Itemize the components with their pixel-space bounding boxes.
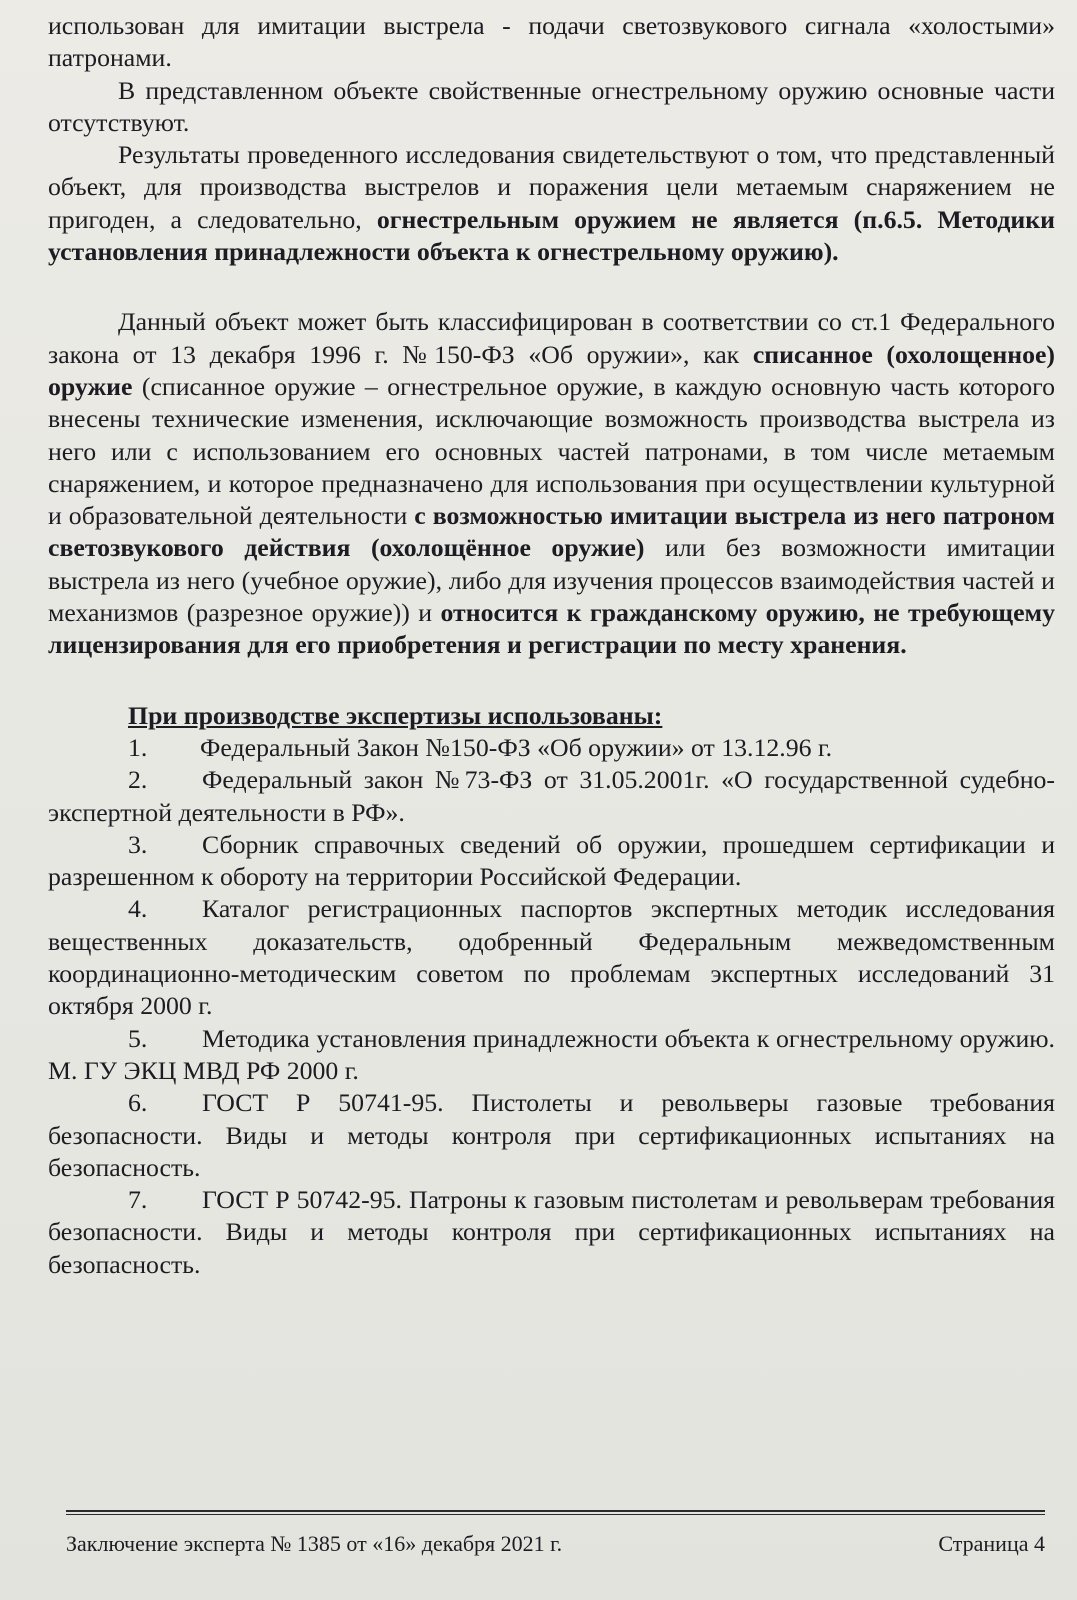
- paragraph-classification: [48, 306, 1055, 661]
- reference-number: 1.: [128, 732, 148, 762]
- reference-text: Каталог регистрационных паспортов экспертных методик исследования вещественных доказательств, одобренный Федеральным межведомственным координационно-методическим советом по проблемам экспертных исследований 31 октября 2000 г.: [48, 894, 1055, 1021]
- references-heading: При производстве экспертизы использованы:: [128, 700, 663, 730]
- reference-text: Методика установления принадлежности объекта к огнестрельному оружию. М. ГУ ЭКЦ МВД РФ 2000 г.: [48, 1023, 1055, 1085]
- reference-text: ГОСТ Р 50741-95. Пистолеты и револьверы газовые требования безопасности. Виды и методы контроля при сертификационных испытаниях на безопасность.: [48, 1088, 1055, 1182]
- footer-divider: [66, 1514, 1045, 1515]
- classification-term-bold: списанное (охолощенное) оружие: [48, 339, 1056, 401]
- classification-imitation-bold: с возможностью имитации выстрела из него патроном светозвукового действия (охолощённое оружие): [48, 501, 1055, 563]
- reference-number: 2.: [128, 765, 148, 795]
- reference-item: [48, 1087, 1055, 1184]
- reference-number: 7.: [128, 1185, 148, 1215]
- reference-text: Федеральный Закон №150-ФЗ «Об оружии» от 13.12.96 г.: [200, 732, 833, 762]
- results-conclusion-bold: огнестрельным оружием не является (п.6.5. Методики установления принадлежности объекта к огнестрельному оружию).: [48, 204, 1055, 267]
- reference-text: Сборник справочных сведений об оружии, прошедшем сертификации и разрешенном к обороту на территории Российской Федерации.: [48, 829, 1055, 892]
- page-footer: [66, 1510, 1045, 1557]
- reference-number: 6.: [128, 1088, 148, 1118]
- reference-number: 3.: [128, 829, 148, 859]
- reference-number: 4.: [128, 894, 148, 924]
- classification-text-a: Данный объект может быть классифицирован в соответствии со ст.1 Федерального закона от 13 декабря 1996 г. №150-ФЗ «Об оружии», как: [48, 307, 1055, 369]
- reference-number: 5.: [128, 1023, 148, 1053]
- page-number: Страница 4: [938, 1531, 1045, 1556]
- reference-item: [48, 893, 1055, 1022]
- reference-item: [48, 732, 1055, 764]
- results-text: Результаты проведенного исследования свидетельствуют о том, что представленный объект, для производства выстрелов и поражения цели метаемым снаряжением не пригоден, а следовательно,: [48, 140, 1055, 234]
- classification-civil-weapon-bold: относится к гражданскому оружию, не требующему лицензирования для его приобретения и регистрации по месту хранения.: [48, 598, 1055, 660]
- paragraph-main-parts: В представленном объекте свойственные огнестрельному оружию основные части отсутствуют.: [48, 75, 1055, 137]
- paragraph-continuation: использован для имитации выстрела - подачи светозвукового сигнала «холостыми» патронами.: [48, 11, 1055, 73]
- footer-document-reference: Заключение эксперта № 1385 от «16» декабря 2021 г.: [66, 1531, 563, 1556]
- paragraph-results: [48, 139, 1055, 268]
- reference-item: [48, 764, 1055, 829]
- reference-text: ГОСТ Р 50742-95. Патроны к газовым пистолетам и револьверам требования безопасности. Виды и методы контроля при сертификационных испытаниях на безопасность.: [48, 1185, 1055, 1279]
- reference-item: [48, 1184, 1055, 1281]
- reference-item: [48, 1023, 1055, 1088]
- reference-item: [48, 829, 1055, 894]
- classification-text-c: (списанное оружие – огнестрельное оружие, в каждую основную часть которого внесены технические изменения, исключающие возможность производства выстрела из него или с использованием его основных частей патронами, в том числе метаемым снаряжением, и которое предназначено для использования при осуществлении культурной и образовательной деятельности: [48, 371, 1055, 531]
- reference-text: Федеральный закон №73-ФЗ от 31.05.2001г. «О государственной судебно-экспертной деятельности в РФ».: [48, 765, 1055, 827]
- footer-row: [66, 1531, 1045, 1557]
- classification-text-e: или без возможности имитации выстрела из него (учебное оружие), либо для изучения процессов взаимодействия частей и механизмов (разрезное оружие)) и: [48, 533, 1055, 628]
